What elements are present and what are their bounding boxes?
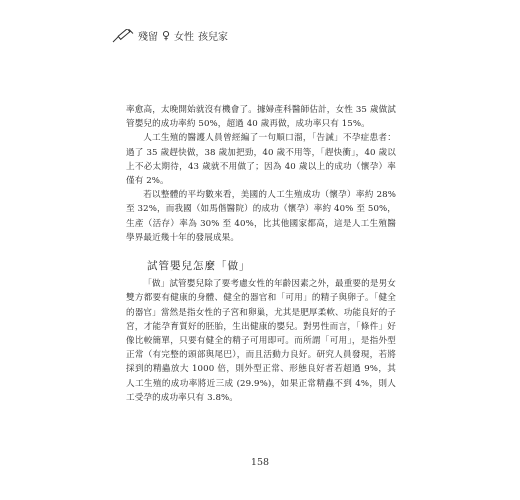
header-title-mid: 女性: [174, 32, 195, 43]
page-number: 158: [250, 457, 270, 468]
paragraph-1: 率愈高，太晚開始就沒有機會了。據婦產科醫師估計，女性 35 歲做試管嬰兒的成功率約 50%，超過 40 歲再做，成功率只有 15%。: [126, 105, 396, 130]
female-symbol-icon: ♀: [162, 29, 171, 42]
body-text: [126, 103, 396, 405]
header-title-right: 孩兒家: [198, 32, 229, 43]
paragraph-2: 人工生殖的醫護人員曾經編了一句順口溜，「告誡」不孕症患者：過了 35 歲趕快做，38 歲加把勁，40 歲不用等，「趕快衝」，40 歲以上不必太期待，43 歲就不用做了；因為 40 歲以上的成功（懷孕）率僅有 2%。: [126, 133, 396, 187]
section-paragraph-1: 「做」試管嬰兒除了要考慮女性的年齡因素之外，最重要的是男女雙方都要有健康的身體、健全的器官和「可用」的精子與卵子。「健全的器官」當然是指女性的子宮和卵巢，尤其是肥厚柔軟、功能良好的子宮，才能孕育質好的胚胎，生出健康的嬰兒。對男性而言，「條件」好像比較簡單，只要有健全的精子可用即可。而所謂「可用」，是指外型正常（有完整的頭部與尾巴），而且活動力良好。研究人員發現，若將採到的精蟲放大 1000 倍，則外型正常、形態良好者若超過 9%，其人工生殖的成功率將近三成 (29.9%)，如果正常精蟲不到 4%，則人工受孕的成功率只有 3.8%。: [126, 279, 396, 403]
syringe-icon: [112, 29, 134, 43]
section-title: 試管嬰兒怎麼「做」: [147, 260, 251, 273]
header-title-left: 殘留: [138, 32, 158, 43]
running-header: [112, 28, 228, 43]
paragraph-3: 若以整體的平均數來看，美國的人工生殖成功（懷孕）率約 28% 至 32%，而我國（如馬偕醫院）的成功（懷孕）率約 40% 至 50%，生產（活存）率為 30% 至 40%，比其他國家都高，這是人工生殖醫學界最近幾十年的發展成果。: [126, 190, 396, 243]
